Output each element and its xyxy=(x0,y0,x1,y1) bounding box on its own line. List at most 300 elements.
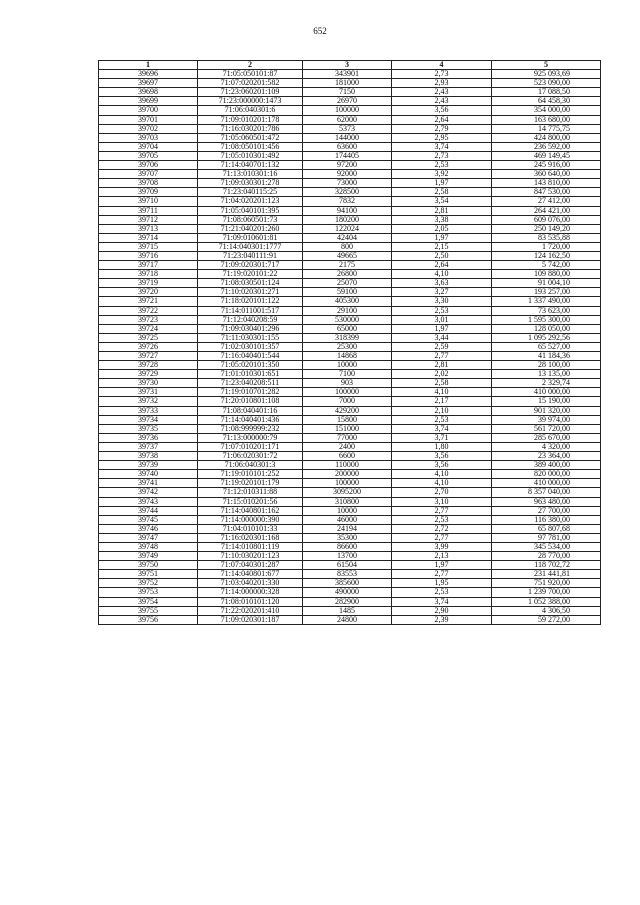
row-number-cell: 39734 xyxy=(99,415,198,424)
area-cell: 3095200 xyxy=(303,488,392,497)
table-row xyxy=(99,461,601,470)
cadastral-number-cell: 71:07:040301:287 xyxy=(198,561,303,570)
table-row xyxy=(99,497,601,506)
row-number-cell: 39753 xyxy=(99,588,198,597)
table-row xyxy=(99,270,601,279)
value-cell: 17 088,50 xyxy=(492,88,601,97)
rate-cell: 4,10 xyxy=(392,270,492,279)
area-cell: 328500 xyxy=(303,188,392,197)
table-row xyxy=(99,306,601,315)
cadastral-number-cell: 71:16:020301:168 xyxy=(198,533,303,542)
cadastral-number-cell: 71:11:030301:155 xyxy=(198,333,303,342)
rate-cell: 2,53 xyxy=(392,415,492,424)
area-cell: 100000 xyxy=(303,479,392,488)
table-row xyxy=(99,197,601,206)
table-body xyxy=(99,70,601,625)
land-register-table xyxy=(98,60,601,625)
table-row xyxy=(99,433,601,442)
value-cell: 847 530,00 xyxy=(492,188,601,197)
value-cell: 59 272,00 xyxy=(492,615,601,624)
area-cell: 10000 xyxy=(303,506,392,515)
rate-cell: 3,01 xyxy=(392,315,492,324)
value-cell: 65 807,68 xyxy=(492,524,601,533)
cadastral-number-cell: 71:08:030501:124 xyxy=(198,279,303,288)
area-cell: 77000 xyxy=(303,433,392,442)
row-number-cell: 39727 xyxy=(99,352,198,361)
rate-cell: 2,58 xyxy=(392,188,492,197)
rate-cell: 2,02 xyxy=(392,370,492,379)
area-cell: 65000 xyxy=(303,324,392,333)
area-cell: 26970 xyxy=(303,97,392,106)
row-number-cell: 39725 xyxy=(99,333,198,342)
table-row xyxy=(99,142,601,151)
rate-cell: 2,64 xyxy=(392,261,492,270)
value-cell: 1 052 388,00 xyxy=(492,597,601,606)
row-number-cell: 39716 xyxy=(99,251,198,260)
value-cell: 39 974,00 xyxy=(492,415,601,424)
area-cell: 7100 xyxy=(303,370,392,379)
area-cell: 800 xyxy=(303,242,392,251)
area-cell: 10000 xyxy=(303,361,392,370)
rate-cell: 3,10 xyxy=(392,497,492,506)
cadastral-number-cell: 71:14:040801:162 xyxy=(198,506,303,515)
area-cell: 429200 xyxy=(303,406,392,415)
area-cell: 62000 xyxy=(303,115,392,124)
table-row xyxy=(99,488,601,497)
cadastral-number-cell: 71:02:030101:357 xyxy=(198,342,303,351)
cadastral-number-cell: 71:16:040401:544 xyxy=(198,352,303,361)
table-row xyxy=(99,524,601,533)
row-number-cell: 39726 xyxy=(99,342,198,351)
table-row xyxy=(99,224,601,233)
table-row xyxy=(99,542,601,551)
row-number-cell: 39732 xyxy=(99,397,198,406)
rate-cell: 2,77 xyxy=(392,506,492,515)
table-row xyxy=(99,242,601,251)
value-cell: 469 149,45 xyxy=(492,151,601,160)
table-row xyxy=(99,324,601,333)
rate-cell: 2,17 xyxy=(392,397,492,406)
row-number-cell: 39749 xyxy=(99,552,198,561)
column-header-2: 2 xyxy=(198,61,303,70)
row-number-cell: 39741 xyxy=(99,479,198,488)
rate-cell: 3,71 xyxy=(392,433,492,442)
area-cell: 174405 xyxy=(303,151,392,160)
row-number-cell: 39710 xyxy=(99,197,198,206)
area-cell: 63600 xyxy=(303,142,392,151)
value-cell: 118 702,72 xyxy=(492,561,601,570)
table-row xyxy=(99,151,601,160)
rate-cell: 3,74 xyxy=(392,597,492,606)
value-cell: 27 412,00 xyxy=(492,197,601,206)
value-cell: 8 357 040,00 xyxy=(492,488,601,497)
table-row xyxy=(99,406,601,415)
rate-cell: 1,97 xyxy=(392,324,492,333)
table-row xyxy=(99,506,601,515)
table-row xyxy=(99,161,601,170)
value-cell: 91 004,10 xyxy=(492,279,601,288)
cadastral-number-cell: 71:13:000000:79 xyxy=(198,433,303,442)
value-cell: 1 095 292,56 xyxy=(492,333,601,342)
value-cell: 245 916,00 xyxy=(492,161,601,170)
row-number-cell: 39751 xyxy=(99,570,198,579)
row-number-cell: 39729 xyxy=(99,370,198,379)
header-row xyxy=(99,61,601,70)
value-cell: 285 670,00 xyxy=(492,433,601,442)
table-row xyxy=(99,106,601,115)
value-cell: 5 742,00 xyxy=(492,261,601,270)
value-cell: 27 700,00 xyxy=(492,506,601,515)
table-row xyxy=(99,533,601,542)
cadastral-number-cell: 71:19:010101:252 xyxy=(198,470,303,479)
area-cell: 25070 xyxy=(303,279,392,288)
row-number-cell: 39742 xyxy=(99,488,198,497)
cadastral-number-cell: 71:05:060501:472 xyxy=(198,133,303,142)
value-cell: 250 149,20 xyxy=(492,224,601,233)
area-cell: 25300 xyxy=(303,342,392,351)
cadastral-number-cell: 71:12:010311:88 xyxy=(198,488,303,497)
row-number-cell: 39736 xyxy=(99,433,198,442)
table-row xyxy=(99,370,601,379)
rate-cell: 3,56 xyxy=(392,452,492,461)
row-number-cell: 39747 xyxy=(99,533,198,542)
table-row xyxy=(99,570,601,579)
row-number-cell: 39720 xyxy=(99,288,198,297)
table-row xyxy=(99,88,601,97)
cadastral-number-cell: 71:08:010101:120 xyxy=(198,597,303,606)
rate-cell: 3,54 xyxy=(392,197,492,206)
cadastral-number-cell: 71:23:040111:91 xyxy=(198,251,303,260)
area-cell: 42404 xyxy=(303,233,392,242)
cadastral-number-cell: 71:16:030201:786 xyxy=(198,124,303,133)
table-row xyxy=(99,261,601,270)
cadastral-number-cell: 71:12:040208:59 xyxy=(198,315,303,324)
rate-cell: 4,10 xyxy=(392,479,492,488)
area-cell: 100000 xyxy=(303,388,392,397)
cadastral-number-cell: 71:14:011001:517 xyxy=(198,306,303,315)
area-cell: 24800 xyxy=(303,615,392,624)
cadastral-number-cell: 71:05:020101:350 xyxy=(198,361,303,370)
rate-cell: 3,30 xyxy=(392,297,492,306)
table-row xyxy=(99,615,601,624)
area-cell: 110000 xyxy=(303,461,392,470)
row-number-cell: 39755 xyxy=(99,606,198,615)
cadastral-number-cell: 71:06:020301:72 xyxy=(198,452,303,461)
table-row xyxy=(99,297,601,306)
area-cell: 24194 xyxy=(303,524,392,533)
row-number-cell: 39721 xyxy=(99,297,198,306)
rate-cell: 4,10 xyxy=(392,388,492,397)
cadastral-number-cell: 71:21:040201:260 xyxy=(198,224,303,233)
area-cell: 405300 xyxy=(303,297,392,306)
area-cell: 1485 xyxy=(303,606,392,615)
cadastral-number-cell: 71:14:040701:132 xyxy=(198,161,303,170)
value-cell: 65 527,00 xyxy=(492,342,601,351)
table-row xyxy=(99,552,601,561)
table-row xyxy=(99,233,601,242)
cadastral-number-cell: 71:19:010701:282 xyxy=(198,388,303,397)
row-number-cell: 39745 xyxy=(99,515,198,524)
value-cell: 561 720,00 xyxy=(492,424,601,433)
table-row xyxy=(99,579,601,588)
table-row xyxy=(99,388,601,397)
area-cell: 92000 xyxy=(303,170,392,179)
row-number-cell: 39707 xyxy=(99,170,198,179)
table-row xyxy=(99,424,601,433)
area-cell: 180200 xyxy=(303,215,392,224)
row-number-cell: 39746 xyxy=(99,524,198,533)
table-row xyxy=(99,588,601,597)
value-cell: 389 400,00 xyxy=(492,461,601,470)
row-number-cell: 39756 xyxy=(99,615,198,624)
value-cell: 345 534,00 xyxy=(492,542,601,551)
value-cell: 13 135,00 xyxy=(492,370,601,379)
value-cell: 28 770,00 xyxy=(492,552,601,561)
value-cell: 128 050,00 xyxy=(492,324,601,333)
row-number-cell: 39737 xyxy=(99,442,198,451)
area-cell: 530000 xyxy=(303,315,392,324)
cadastral-number-cell: 71:14:040301:1777 xyxy=(198,242,303,251)
table-row xyxy=(99,133,601,142)
value-cell: 143 810,00 xyxy=(492,179,601,188)
cadastral-number-cell: 71:09:020301:187 xyxy=(198,615,303,624)
rate-cell: 3,63 xyxy=(392,279,492,288)
table-row xyxy=(99,251,601,260)
row-number-cell: 39704 xyxy=(99,142,198,151)
rate-cell: 2,10 xyxy=(392,406,492,415)
rate-cell: 3,27 xyxy=(392,288,492,297)
table-row xyxy=(99,452,601,461)
rate-cell: 2,77 xyxy=(392,533,492,542)
area-cell: 49665 xyxy=(303,251,392,260)
row-number-cell: 39717 xyxy=(99,261,198,270)
row-number-cell: 39730 xyxy=(99,379,198,388)
row-number-cell: 39748 xyxy=(99,542,198,551)
cadastral-number-cell: 71:23:060201:109 xyxy=(198,88,303,97)
rate-cell: 2,77 xyxy=(392,352,492,361)
cadastral-number-cell: 71:07:010201:171 xyxy=(198,442,303,451)
table-row xyxy=(99,179,601,188)
row-number-cell: 39703 xyxy=(99,133,198,142)
area-cell: 490000 xyxy=(303,588,392,597)
cadastral-number-cell: 71:13:010301:16 xyxy=(198,170,303,179)
row-number-cell: 39718 xyxy=(99,270,198,279)
row-number-cell: 39740 xyxy=(99,470,198,479)
row-number-cell: 39733 xyxy=(99,406,198,415)
value-cell: 820 000,00 xyxy=(492,470,601,479)
value-cell: 963 480,00 xyxy=(492,497,601,506)
cadastral-number-cell: 71:15:010201:56 xyxy=(198,497,303,506)
rate-cell: 2,64 xyxy=(392,115,492,124)
column-header-1: 1 xyxy=(99,61,198,70)
value-cell: 97 781,00 xyxy=(492,533,601,542)
area-cell: 29100 xyxy=(303,306,392,315)
table-row xyxy=(99,352,601,361)
table-row xyxy=(99,206,601,215)
row-number-cell: 39752 xyxy=(99,579,198,588)
value-cell: 4 320,00 xyxy=(492,442,601,451)
area-cell: 5373 xyxy=(303,124,392,133)
cadastral-number-cell: 71:06:040301:3 xyxy=(198,461,303,470)
rate-cell: 2,15 xyxy=(392,242,492,251)
table-row xyxy=(99,70,601,79)
area-cell: 181000 xyxy=(303,79,392,88)
table-row xyxy=(99,597,601,606)
value-cell: 14 775,75 xyxy=(492,124,601,133)
table-row xyxy=(99,288,601,297)
rate-cell: 3,92 xyxy=(392,170,492,179)
value-cell: 116 380,00 xyxy=(492,515,601,524)
rate-cell: 1,97 xyxy=(392,179,492,188)
rate-cell: 2,53 xyxy=(392,161,492,170)
area-cell: 13700 xyxy=(303,552,392,561)
rate-cell: 2,70 xyxy=(392,488,492,497)
cadastral-number-cell: 71:06:040301:6 xyxy=(198,106,303,115)
cadastral-number-cell: 71:08:040401:16 xyxy=(198,406,303,415)
area-cell: 15800 xyxy=(303,415,392,424)
table-row xyxy=(99,170,601,179)
rate-cell: 4,10 xyxy=(392,470,492,479)
value-cell: 751 920,00 xyxy=(492,579,601,588)
rate-cell: 2,05 xyxy=(392,224,492,233)
area-cell: 26800 xyxy=(303,270,392,279)
area-cell: 100000 xyxy=(303,106,392,115)
rate-cell: 3,56 xyxy=(392,461,492,470)
rate-cell: 2,39 xyxy=(392,615,492,624)
rate-cell: 1,97 xyxy=(392,233,492,242)
row-number-cell: 39702 xyxy=(99,124,198,133)
cadastral-number-cell: 71:05:010301:492 xyxy=(198,151,303,160)
cadastral-number-cell: 71:05:040101:395 xyxy=(198,206,303,215)
value-cell: 264 421,00 xyxy=(492,206,601,215)
value-cell: 424 800,00 xyxy=(492,133,601,142)
cadastral-number-cell: 71:23:040115:25 xyxy=(198,188,303,197)
rate-cell: 1,80 xyxy=(392,442,492,451)
area-cell: 2175 xyxy=(303,261,392,270)
row-number-cell: 39714 xyxy=(99,233,198,242)
value-cell: 236 592,00 xyxy=(492,142,601,151)
row-number-cell: 39722 xyxy=(99,306,198,315)
rate-cell: 2,77 xyxy=(392,570,492,579)
value-cell: 163 680,00 xyxy=(492,115,601,124)
table-row xyxy=(99,606,601,615)
cadastral-number-cell: 71:09:030401:296 xyxy=(198,324,303,333)
value-cell: 23 364,00 xyxy=(492,452,601,461)
cadastral-number-cell: 71:09:010601:81 xyxy=(198,233,303,242)
area-cell: 7832 xyxy=(303,197,392,206)
rate-cell: 3,99 xyxy=(392,542,492,551)
cadastral-number-cell: 71:22:020201:410 xyxy=(198,606,303,615)
value-cell: 1 720,00 xyxy=(492,242,601,251)
table-row xyxy=(99,79,601,88)
area-cell: 83553 xyxy=(303,570,392,579)
area-cell: 35300 xyxy=(303,533,392,542)
rate-cell: 2,79 xyxy=(392,124,492,133)
rate-cell: 2,13 xyxy=(392,552,492,561)
area-cell: 903 xyxy=(303,379,392,388)
cadastral-number-cell: 71:23:040208:511 xyxy=(198,379,303,388)
rate-cell: 3,44 xyxy=(392,333,492,342)
row-number-cell: 39728 xyxy=(99,361,198,370)
area-cell: 310800 xyxy=(303,497,392,506)
rate-cell: 3,56 xyxy=(392,106,492,115)
cadastral-number-cell: 71:14:000000:328 xyxy=(198,588,303,597)
rate-cell: 3,74 xyxy=(392,142,492,151)
rate-cell: 2,50 xyxy=(392,251,492,260)
area-cell: 151000 xyxy=(303,424,392,433)
row-number-cell: 39719 xyxy=(99,279,198,288)
cadastral-number-cell: 71:07:020201:582 xyxy=(198,79,303,88)
row-number-cell: 39697 xyxy=(99,79,198,88)
row-number-cell: 39712 xyxy=(99,215,198,224)
row-number-cell: 39724 xyxy=(99,324,198,333)
page-number: 652 xyxy=(313,26,327,36)
value-cell: 231 441,81 xyxy=(492,570,601,579)
area-cell: 2400 xyxy=(303,442,392,451)
value-cell: 360 640,00 xyxy=(492,170,601,179)
area-cell: 122024 xyxy=(303,224,392,233)
rate-cell: 2,43 xyxy=(392,97,492,106)
table-row xyxy=(99,115,601,124)
rate-cell: 2,73 xyxy=(392,151,492,160)
cadastral-number-cell: 71:18:020101:122 xyxy=(198,297,303,306)
table-row xyxy=(99,470,601,479)
rate-cell: 2,58 xyxy=(392,379,492,388)
row-number-cell: 39738 xyxy=(99,452,198,461)
rate-cell: 3,74 xyxy=(392,424,492,433)
cadastral-number-cell: 71:08:050101:456 xyxy=(198,142,303,151)
rate-cell: 2,93 xyxy=(392,79,492,88)
cadastral-number-cell: 71:23:000000:1473 xyxy=(198,97,303,106)
column-header-3: 3 xyxy=(303,61,392,70)
cadastral-number-cell: 71:14:040801:677 xyxy=(198,570,303,579)
cadastral-number-cell: 71:08:060501:73 xyxy=(198,215,303,224)
cadastral-number-cell: 71:05:050101:87 xyxy=(198,70,303,79)
area-cell: 318399 xyxy=(303,333,392,342)
column-header-5: 5 xyxy=(492,61,601,70)
cadastral-number-cell: 71:04:010101:33 xyxy=(198,524,303,533)
area-cell: 282900 xyxy=(303,597,392,606)
table-row xyxy=(99,479,601,488)
row-number-cell: 39711 xyxy=(99,206,198,215)
rate-cell: 2,90 xyxy=(392,606,492,615)
column-header-4: 4 xyxy=(392,61,492,70)
cadastral-number-cell: 71:04:020201:123 xyxy=(198,197,303,206)
area-cell: 46000 xyxy=(303,515,392,524)
rate-cell: 2,53 xyxy=(392,588,492,597)
rate-cell: 1,95 xyxy=(392,579,492,588)
value-cell: 73 623,00 xyxy=(492,306,601,315)
cadastral-number-cell: 71:14:010801:119 xyxy=(198,542,303,551)
cadastral-number-cell: 71:03:040201:330 xyxy=(198,579,303,588)
value-cell: 64 458,30 xyxy=(492,97,601,106)
rate-cell: 2,81 xyxy=(392,361,492,370)
row-number-cell: 39701 xyxy=(99,115,198,124)
table-row xyxy=(99,333,601,342)
row-number-cell: 39735 xyxy=(99,424,198,433)
cadastral-number-cell: 71:01:010301:651 xyxy=(198,370,303,379)
value-cell: 109 880,00 xyxy=(492,270,601,279)
value-cell: 354 000,00 xyxy=(492,106,601,115)
value-cell: 193 257,00 xyxy=(492,288,601,297)
cadastral-number-cell: 71:10:030201:123 xyxy=(198,552,303,561)
row-number-cell: 39700 xyxy=(99,106,198,115)
row-number-cell: 39743 xyxy=(99,497,198,506)
table-row xyxy=(99,315,601,324)
value-cell: 925 093,69 xyxy=(492,70,601,79)
row-number-cell: 39723 xyxy=(99,315,198,324)
area-cell: 144000 xyxy=(303,133,392,142)
